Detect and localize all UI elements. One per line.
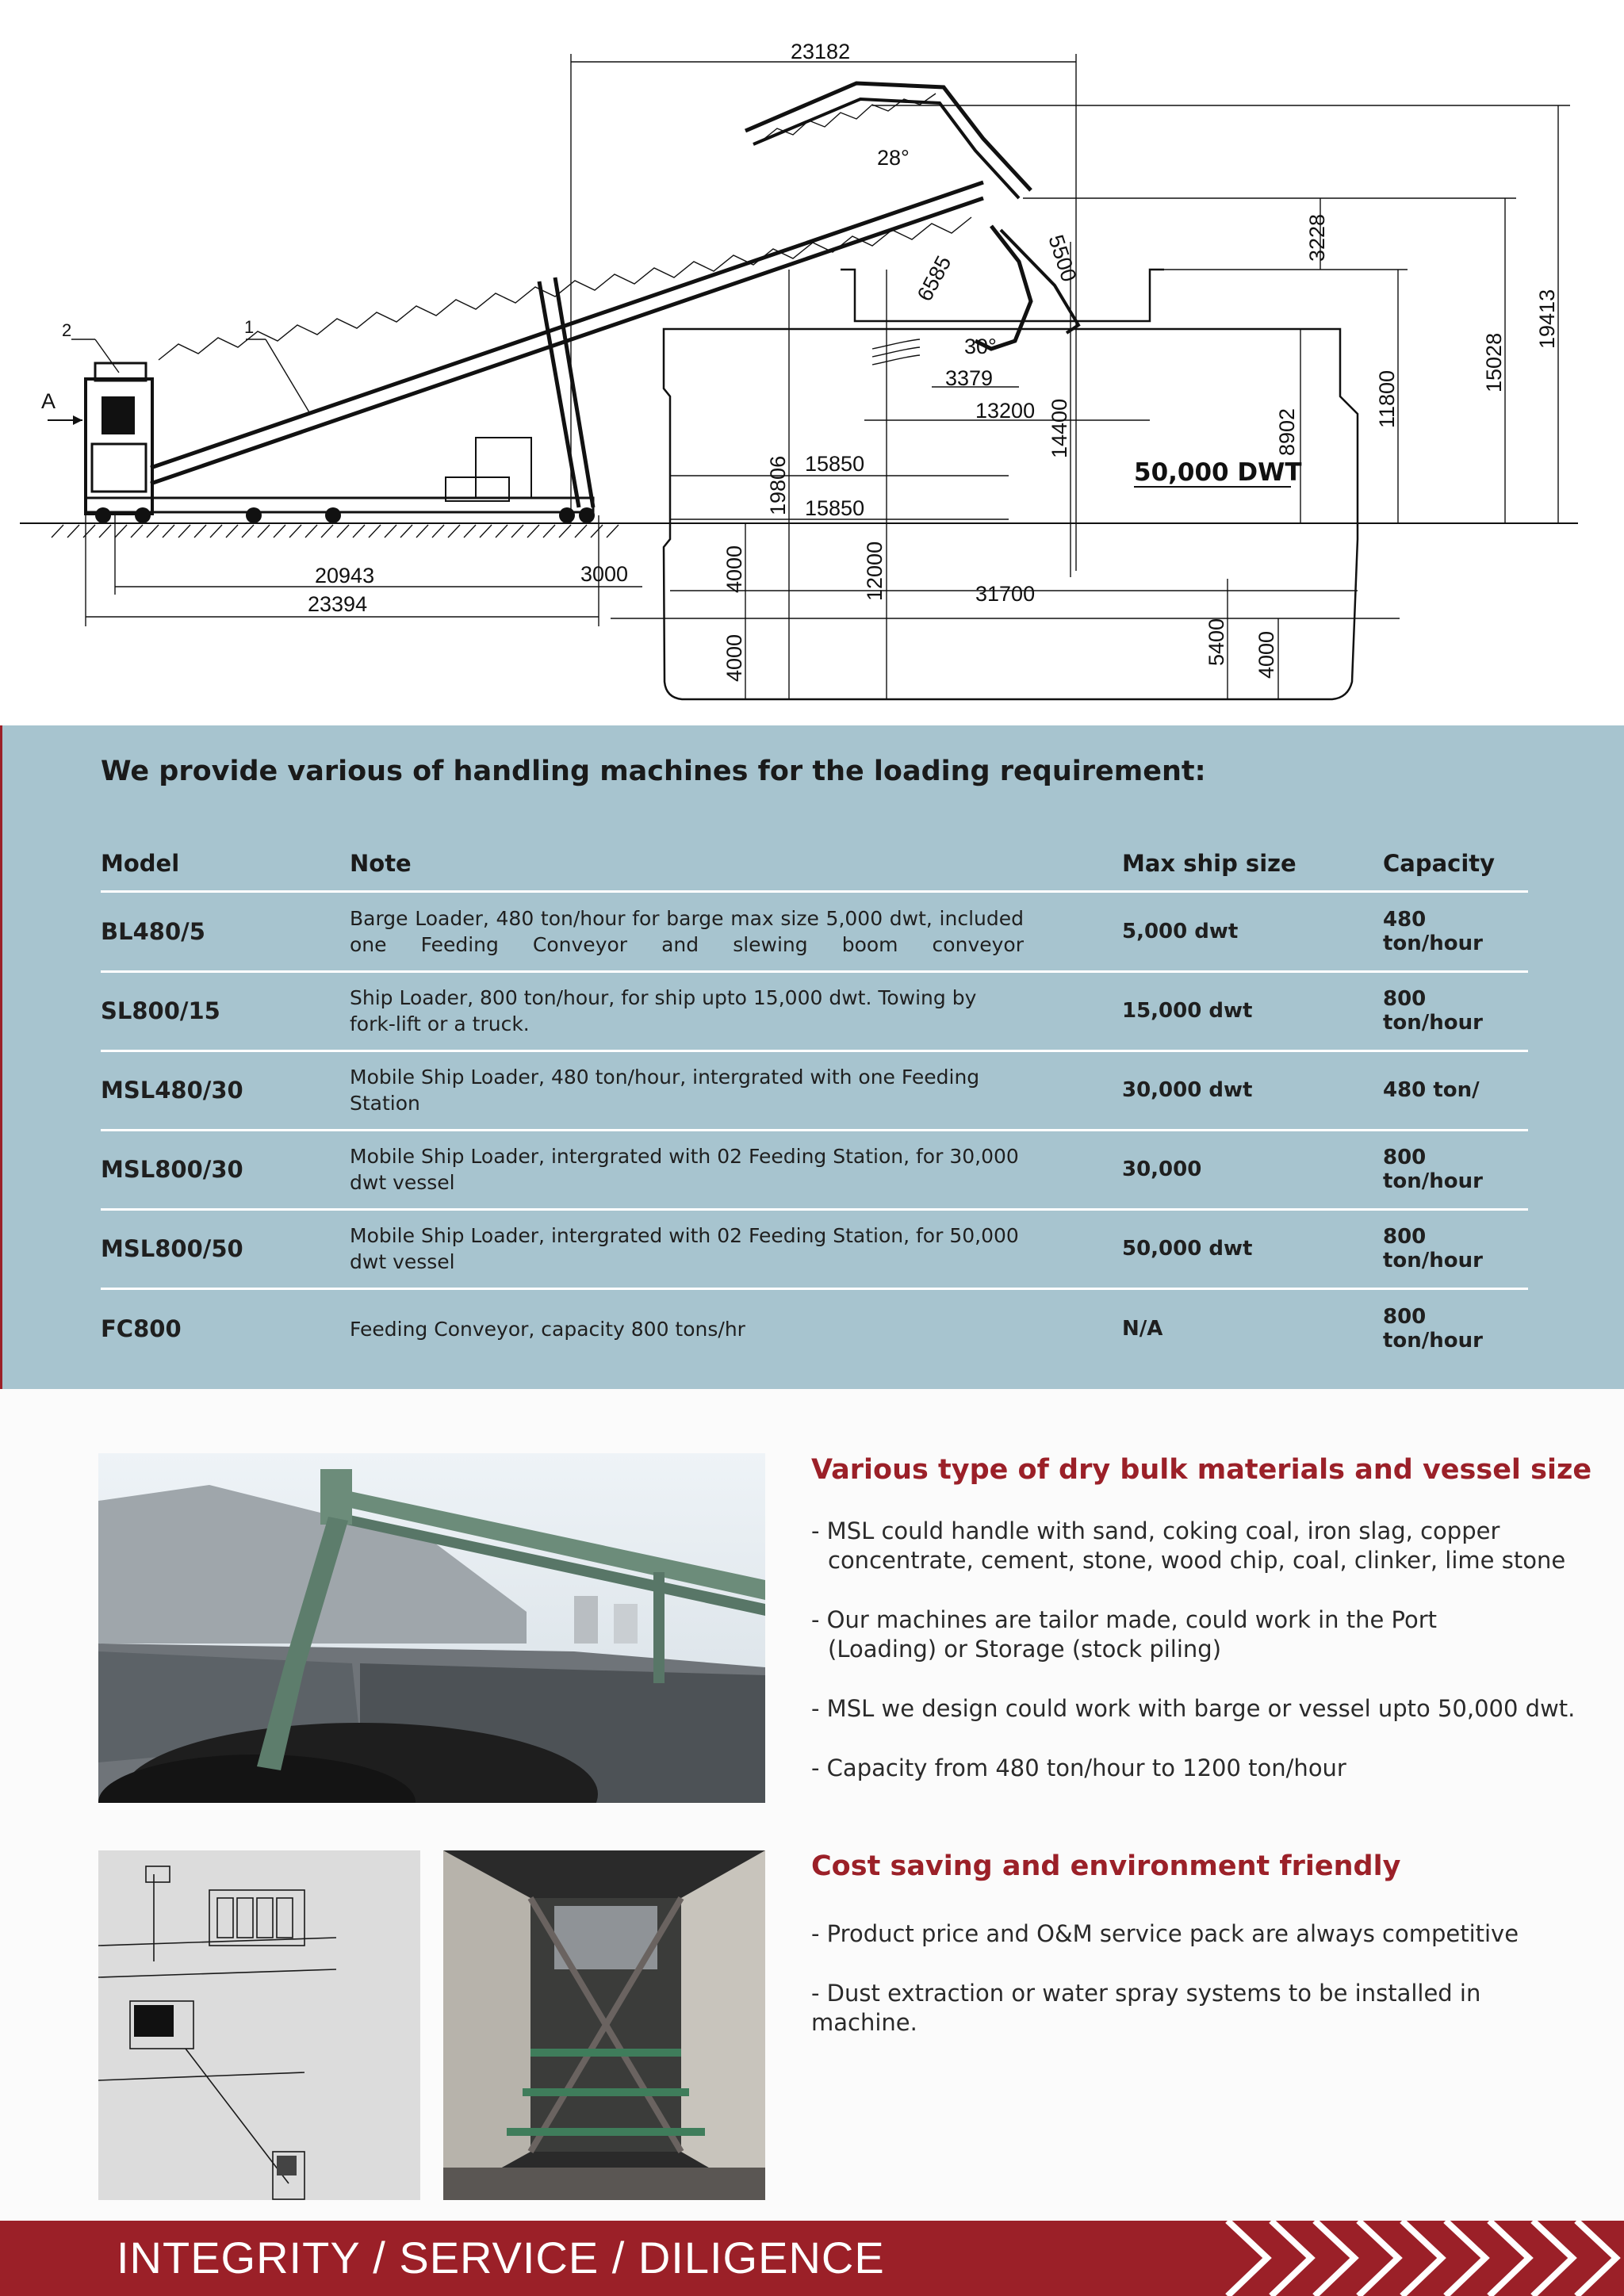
row-ship-size: 30,000	[1122, 1158, 1202, 1181]
row-note: Mobile Ship Loader, intergrated with 02 Feeding Station, for 30,000 dwt vessel	[350, 1145, 1019, 1194]
bullet-capacity: - Capacity from 480 ton/hour to 1200 ton/hour	[811, 1755, 1346, 1781]
bullet-vessel-size: - MSL we design could work with barge or vessel upto 50,000 dwt.	[811, 1695, 1576, 1722]
row-model: BL480/5	[101, 918, 205, 945]
dim-15028: 15028	[1482, 332, 1506, 392]
bullet-price: - Product price and O&M service pack are always competitive	[811, 1920, 1519, 1947]
drawing-svg	[0, 0, 1624, 725]
table-row	[101, 1210, 1528, 1288]
cad-model-render	[98, 1850, 420, 2200]
row-model: SL800/15	[101, 997, 220, 1024]
dim-15850-upper: 15850	[805, 452, 865, 476]
table-row	[101, 1051, 1528, 1129]
dim-8902: 8902	[1275, 408, 1299, 456]
row-ship-size: N/A	[1122, 1317, 1163, 1341]
dim-23182: 23182	[791, 40, 851, 63]
bullet-dust-extraction: - Dust extraction or water spray systems to be installed in machine.	[811, 1980, 1481, 2036]
dim-3379: 3379	[945, 366, 994, 390]
row-capacity: 800 ton/hour	[1383, 1225, 1484, 1272]
section-title-materials: Various type of dry bulk materials and vessel size	[811, 1454, 1592, 1486]
table-row	[101, 1131, 1528, 1208]
footer-banner	[0, 2221, 1624, 2296]
dim-12000: 12000	[863, 541, 887, 601]
dim-5500: 5500	[1044, 232, 1082, 285]
bullet-line: (Loading) or Storage (stock piling)	[828, 1636, 1222, 1663]
table-row	[101, 893, 1528, 970]
footer-slogan: INTEGRITY / SERVICE / DILIGENCE	[117, 2233, 885, 2283]
row-note: Mobile Ship Loader, 480 ton/hour, intergrated with one Feeding Station	[350, 1066, 980, 1115]
chevron-arrows-icon	[1212, 2221, 1624, 2296]
dim-31700: 31700	[975, 582, 1036, 606]
bullet-tailor-made	[811, 1605, 1588, 1664]
row-model: FC800	[101, 1315, 182, 1342]
dim-14400: 14400	[1048, 398, 1071, 458]
row-ship-size: 5,000 dwt	[1122, 920, 1239, 943]
dim-3000: 3000	[580, 562, 629, 586]
table-row	[101, 972, 1528, 1050]
section-title-cost-saving: Cost saving and environment friendly	[811, 1850, 1401, 1882]
row-note: Barge Loader, 480 ton/hour for barge max size 5,000 dwt, included one Feeding Conveyor and slewing boom conveyor	[350, 907, 1024, 956]
row-capacity: 480 ton/	[1383, 1078, 1480, 1102]
row-capacity: 480 ton/hour	[1383, 908, 1484, 955]
view-label-a: A	[41, 389, 56, 413]
dim-15850-lower: 15850	[805, 496, 865, 520]
vessel-label: 50,000 DWT	[1134, 458, 1302, 487]
callout-2: 2	[62, 320, 72, 340]
row-note: Ship Loader, 800 ton/hour, for ship upto 15,000 dwt. Towing by fork-lift or a truck.	[350, 986, 977, 1035]
dim-4000-b: 4000	[722, 633, 746, 682]
table-row	[101, 1290, 1528, 1368]
dim-20943: 20943	[315, 564, 375, 587]
dim-19413: 19413	[1535, 289, 1559, 349]
header-capacity: Capacity	[1383, 850, 1496, 877]
dim-4000-a: 4000	[722, 545, 746, 593]
row-capacity: 800 ton/hour	[1383, 1146, 1484, 1193]
row-capacity: 800 ton/hour	[1383, 1305, 1484, 1353]
row-capacity: 800 ton/hour	[1383, 987, 1484, 1035]
dim-3228: 3228	[1305, 213, 1329, 262]
bullet-materials	[811, 1517, 1588, 1575]
bullet-line: concentrate, cement, stone, wood chip, coal, clinker, lime stone	[828, 1547, 1566, 1574]
bullet-line: - MSL could handle with sand, coking coal, iron slag, copper	[811, 1517, 1500, 1544]
dim-6585: 6585	[912, 251, 956, 305]
row-note: Feeding Conveyor, capacity 800 tons/hr	[350, 1317, 745, 1341]
bullet-line: - Our machines are tailor made, could work in the Port	[811, 1606, 1438, 1633]
dim-28deg: 28°	[877, 146, 910, 170]
ship-loader-photo	[98, 1453, 765, 1803]
row-model: MSL800/30	[101, 1156, 243, 1183]
dim-11800: 11800	[1375, 369, 1399, 428]
row-ship-size: 30,000 dwt	[1122, 1078, 1253, 1102]
row-ship-size: 15,000 dwt	[1122, 999, 1253, 1023]
dim-4000-c: 4000	[1254, 630, 1278, 679]
row-model: MSL800/50	[101, 1235, 243, 1262]
row-model: MSL480/30	[101, 1077, 243, 1104]
machine-models-panel	[0, 725, 1624, 1389]
header-note: Note	[350, 850, 412, 877]
dim-30deg: 30°	[964, 335, 997, 358]
dim-23394: 23394	[308, 592, 368, 616]
dim-13200: 13200	[975, 399, 1036, 423]
row-note: Mobile Ship Loader, intergrated with 02 Feeding Station, for 50,000 dwt vessel	[350, 1224, 1019, 1273]
header-model: Model	[101, 850, 180, 877]
ship-loader-technical-drawing	[0, 0, 1624, 725]
panel-title: We provide various of handling machines for the loading requirement:	[101, 756, 1206, 787]
callout-1: 1	[244, 317, 255, 337]
dim-5400: 5400	[1205, 618, 1228, 666]
conveyor-interior-photo	[443, 1850, 765, 2200]
row-ship-size: 50,000 dwt	[1122, 1237, 1253, 1261]
header-ship-size: Max ship size	[1122, 850, 1297, 877]
dim-19806: 19806	[766, 455, 790, 515]
